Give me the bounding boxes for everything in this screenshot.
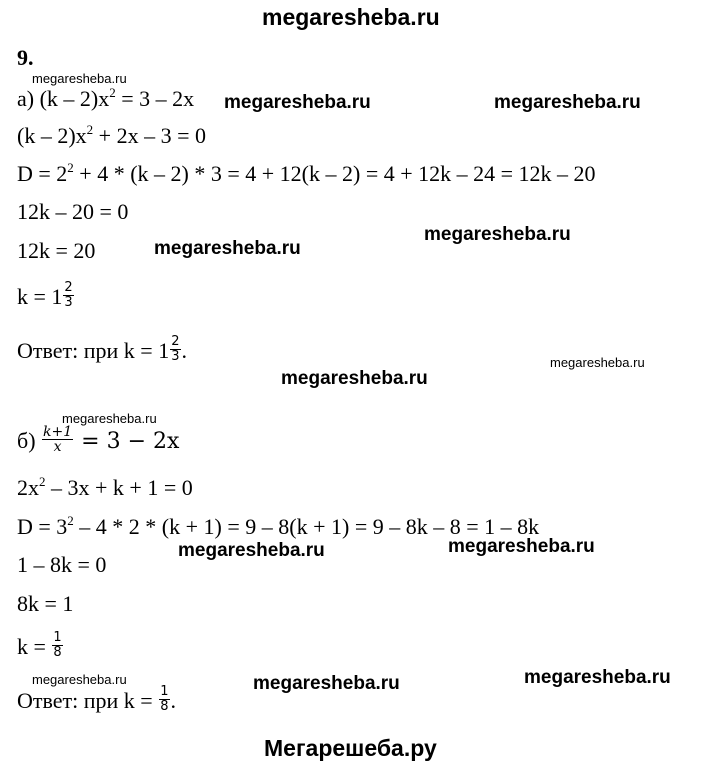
exponent: 2	[109, 85, 116, 100]
fraction: $\frac{k+1}{x}$	[43, 424, 73, 456]
fraction: $\frac{2}{3}$	[64, 280, 73, 311]
part-b-line: 1 – 8k = 0	[17, 552, 107, 577]
part-label: б)	[17, 428, 36, 453]
part-b-line: $2x^2 - 3x + k + 1 = 0$	[17, 474, 193, 500]
watermark-bold: megaresheba.ru	[524, 667, 671, 688]
watermark-bold: megaresheba.ru	[494, 92, 641, 113]
watermark-bold: megaresheba.ru	[281, 368, 428, 389]
part-b-answer: Ответ: при k = $\frac{1}{8}$ .	[17, 684, 176, 715]
watermark-bold: megaresheba.ru	[424, 224, 571, 245]
watermark-small: megaresheba.ru	[62, 411, 157, 426]
fraction: $\frac{2}{3}$	[171, 334, 180, 365]
part-a-discriminant: $D = 2^2 + 4 * (k - 2) * 3 = 4 + 12(k - 2) = 4 + 12k - 24 = 12k - 20$	[17, 160, 596, 186]
watermark-bold: megaresheba.ru	[178, 540, 325, 561]
part-b-discriminant: $D = 3^2 - 4 * 2 * (k + 1) = 9 - 8(k + 1) = 9 - 8k - 8 = 1 - 8k$	[17, 513, 540, 539]
header-watermark: megaresheba.ru	[262, 4, 440, 30]
part-a-line: 12k = 20	[17, 238, 96, 263]
exponent: 2	[67, 513, 74, 528]
exponent: 2	[39, 474, 46, 489]
part-b-line: 8k = 1	[17, 591, 74, 616]
part-a-equation: а) $(k - 2)x^2 = 3 - 2x$	[17, 85, 195, 111]
part-a-line: $(k - 2)x^2 + 2x - 3 = 0$	[17, 122, 206, 148]
watermark-bold: megaresheba.ru	[253, 673, 400, 694]
part-a-answer: Ответ: при k = 1 $\frac{2}{3}$ .	[17, 334, 187, 365]
watermark-bold: megaresheba.ru	[224, 92, 371, 113]
part-a-line: 12k – 20 = 0	[17, 199, 129, 224]
watermark-small: megaresheba.ru	[550, 355, 645, 370]
watermark-small: megaresheba.ru	[32, 71, 127, 86]
watermark-bold: megaresheba.ru	[154, 238, 301, 259]
fraction: $\frac{1}{8}$	[160, 684, 169, 715]
exponent: 2	[67, 160, 74, 175]
task-number: 9.	[17, 45, 34, 70]
fraction: $\frac{1}{8}$	[53, 630, 62, 661]
exponent: 2	[86, 122, 94, 137]
footer-watermark: Мегарешеба.ру	[264, 735, 437, 761]
part-b-result: k = $\frac{1}{8}$	[17, 630, 62, 661]
watermark-small: megaresheba.ru	[32, 672, 127, 687]
watermark-bold: megaresheba.ru	[448, 536, 595, 557]
part-b-equation: б) $\frac{k+1}{x}$ = 3 − 2x	[17, 424, 180, 456]
part-a-result: k = 1 $\frac{2}{3}$	[17, 280, 73, 311]
part-label: а)	[17, 86, 35, 111]
